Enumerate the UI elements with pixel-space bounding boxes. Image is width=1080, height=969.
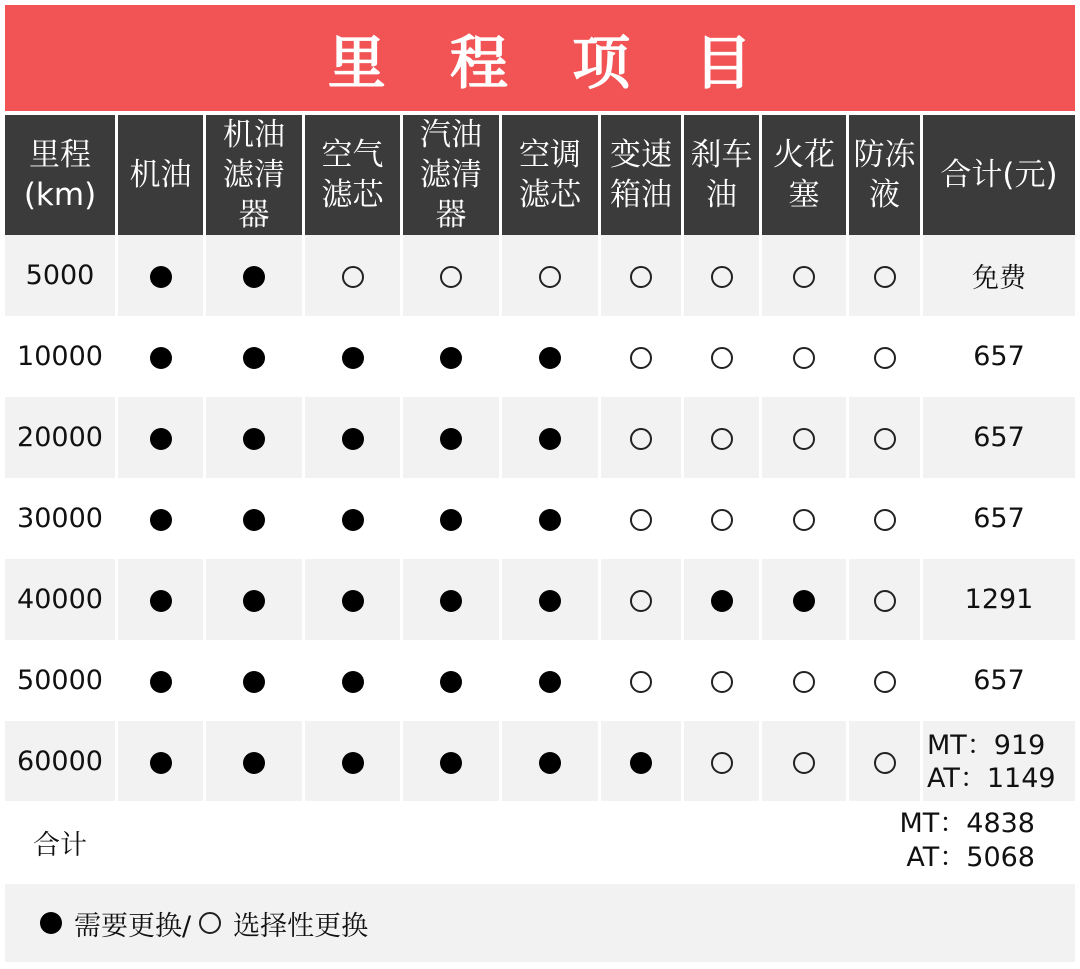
hollow-circle-icon	[874, 590, 896, 612]
page-title	[5, 5, 1075, 111]
item-cell	[849, 721, 923, 802]
filled-circle-icon	[539, 347, 561, 369]
item-cell	[118, 397, 206, 478]
table-row	[5, 721, 1075, 802]
column-header	[118, 115, 206, 235]
filled-circle-icon	[793, 590, 815, 612]
hollow-circle-icon	[630, 428, 652, 450]
total-value: 657	[973, 341, 1025, 372]
summary-value-at: AT：5068	[906, 842, 1035, 873]
column-header	[502, 115, 601, 235]
hollow-circle-icon	[630, 590, 652, 612]
column-header-line: 合计(元)	[940, 157, 1058, 193]
column-header-line: 火花	[773, 137, 835, 173]
hollow-circle-icon	[874, 428, 896, 450]
column-header-line: 刹车	[690, 137, 753, 173]
hollow-circle-icon	[874, 671, 896, 693]
item-cell	[206, 235, 305, 316]
item-cell	[849, 640, 923, 721]
column-header-line: 油	[706, 177, 737, 213]
filled-circle-icon	[150, 266, 172, 288]
table-body	[5, 235, 1075, 802]
filled-circle-icon	[243, 671, 265, 693]
hollow-circle-icon	[342, 266, 364, 288]
filled-circle-icon	[243, 752, 265, 774]
item-cell	[762, 397, 849, 478]
item-cell	[502, 478, 601, 559]
item-cell	[684, 640, 762, 721]
column-header	[923, 115, 1075, 235]
item-cell	[206, 478, 305, 559]
item-cell	[403, 235, 502, 316]
total-value: 657	[973, 503, 1025, 534]
item-cell	[118, 235, 206, 316]
item-cell	[601, 478, 684, 559]
total-cell	[923, 640, 1075, 721]
item-cell	[601, 235, 684, 316]
filled-circle-icon	[342, 347, 364, 369]
hollow-circle-icon	[630, 509, 652, 531]
filled-circle-icon	[342, 428, 364, 450]
total-value: AT：1149	[927, 762, 1056, 794]
filled-circle-icon	[150, 428, 172, 450]
table-row	[5, 640, 1075, 721]
item-cell	[502, 721, 601, 802]
item-cell	[601, 640, 684, 721]
item-cell	[762, 559, 849, 640]
hollow-circle-icon	[793, 347, 815, 369]
maintenance-table	[5, 115, 1075, 802]
item-cell	[206, 397, 305, 478]
column-header-line: 滤清	[223, 157, 285, 193]
column-header	[206, 115, 305, 235]
item-cell	[684, 478, 762, 559]
total-cell	[923, 235, 1075, 316]
column-header-line: 里程	[29, 137, 91, 173]
filled-circle-icon	[243, 266, 265, 288]
hollow-circle-icon	[539, 266, 561, 288]
total-cell	[923, 721, 1075, 802]
total-cell	[923, 478, 1075, 559]
item-cell	[403, 397, 502, 478]
column-header-line: 变速	[610, 137, 672, 173]
column-header	[849, 115, 923, 235]
column-header-line: 汽油	[420, 117, 482, 153]
item-cell	[502, 397, 601, 478]
hollow-circle-icon	[874, 266, 896, 288]
hollow-circle-icon	[874, 509, 896, 531]
item-cell	[118, 721, 206, 802]
item-cell	[849, 478, 923, 559]
hollow-circle-icon	[874, 347, 896, 369]
item-cell	[849, 316, 923, 397]
column-header-line: 空调	[519, 137, 581, 173]
filled-circle-icon	[243, 347, 265, 369]
item-cell	[849, 397, 923, 478]
legend-required-label: 需要更换/	[74, 910, 192, 942]
filled-circle-icon	[440, 347, 462, 369]
legend-optional-label: 选择性更换	[233, 910, 369, 942]
mileage-cell: 20000	[5, 397, 118, 478]
hollow-circle-icon	[199, 912, 221, 934]
column-header-line: 机油	[129, 157, 192, 193]
total-value: 免费	[972, 263, 1026, 294]
hollow-circle-icon	[711, 509, 733, 531]
hollow-circle-icon	[630, 266, 652, 288]
hollow-circle-icon	[793, 266, 815, 288]
filled-circle-icon	[150, 509, 172, 531]
item-cell	[762, 478, 849, 559]
legend	[5, 884, 1075, 962]
item-cell	[118, 640, 206, 721]
item-cell	[403, 316, 502, 397]
table-row	[5, 559, 1075, 640]
summary-values	[893, 807, 1035, 875]
column-header-line: 器	[435, 197, 467, 233]
filled-circle-icon	[440, 509, 462, 531]
column-header-line: 防冻	[853, 137, 916, 173]
item-cell	[502, 316, 601, 397]
column-header-line: 液	[869, 177, 900, 213]
item-cell	[849, 235, 923, 316]
filled-circle-icon	[539, 509, 561, 531]
filled-circle-icon	[40, 912, 62, 934]
total-cell	[923, 397, 1075, 478]
total-cell	[923, 316, 1075, 397]
hollow-circle-icon	[440, 266, 462, 288]
table-row	[5, 397, 1075, 478]
filled-circle-icon	[150, 347, 172, 369]
summary-label: 合计	[33, 830, 87, 861]
item-cell	[403, 640, 502, 721]
item-cell	[684, 559, 762, 640]
item-cell	[206, 316, 305, 397]
item-cell	[305, 640, 403, 721]
table-row	[5, 478, 1075, 559]
column-header-line: 空气	[321, 137, 384, 173]
filled-circle-icon	[539, 428, 561, 450]
filled-circle-icon	[440, 590, 462, 612]
hollow-circle-icon	[711, 347, 733, 369]
summary-value-mt: MT：4838	[899, 808, 1035, 839]
hollow-circle-icon	[711, 671, 733, 693]
item-cell	[601, 316, 684, 397]
summary-row	[5, 801, 1075, 882]
filled-circle-icon	[243, 509, 265, 531]
hollow-circle-icon	[793, 509, 815, 531]
item-cell	[206, 640, 305, 721]
column-header	[5, 115, 118, 235]
column-header	[762, 115, 849, 235]
column-header-line: 滤清	[420, 157, 482, 193]
column-header-line: 器	[238, 197, 270, 233]
filled-circle-icon	[243, 428, 265, 450]
filled-circle-icon	[342, 509, 364, 531]
item-cell	[305, 559, 403, 640]
mileage-cell: 30000	[5, 478, 118, 559]
column-header	[601, 115, 684, 235]
item-cell	[305, 316, 403, 397]
filled-circle-icon	[150, 752, 172, 774]
total-value: 657	[973, 665, 1025, 696]
column-header-line: (km)	[23, 177, 97, 213]
hollow-circle-icon	[874, 752, 896, 774]
table-row	[5, 316, 1075, 397]
column-header-line: 机油	[223, 117, 285, 153]
item-cell	[601, 721, 684, 802]
item-cell	[684, 316, 762, 397]
filled-circle-icon	[539, 590, 561, 612]
filled-circle-icon	[150, 671, 172, 693]
filled-circle-icon	[539, 752, 561, 774]
item-cell	[601, 397, 684, 478]
item-cell	[601, 559, 684, 640]
item-cell	[762, 235, 849, 316]
filled-circle-icon	[342, 752, 364, 774]
item-cell	[502, 235, 601, 316]
item-cell	[762, 721, 849, 802]
item-cell	[403, 478, 502, 559]
hollow-circle-icon	[793, 428, 815, 450]
hollow-circle-icon	[793, 752, 815, 774]
item-cell	[305, 478, 403, 559]
mileage-cell: 50000	[5, 640, 118, 721]
filled-circle-icon	[711, 590, 733, 612]
item-cell	[206, 721, 305, 802]
item-cell	[118, 559, 206, 640]
total-cell	[923, 559, 1075, 640]
filled-circle-icon	[440, 752, 462, 774]
item-cell	[305, 721, 403, 802]
filled-circle-icon	[440, 428, 462, 450]
column-header-line: 滤芯	[321, 177, 384, 213]
column-header	[684, 115, 762, 235]
filled-circle-icon	[440, 671, 462, 693]
hollow-circle-icon	[793, 671, 815, 693]
filled-circle-icon	[342, 671, 364, 693]
item-cell	[403, 721, 502, 802]
hollow-circle-icon	[711, 428, 733, 450]
total-value: 1291	[964, 584, 1034, 615]
item-cell	[762, 316, 849, 397]
mileage-cell: 5000	[5, 235, 118, 316]
item-cell	[502, 559, 601, 640]
item-cell	[684, 721, 762, 802]
table-row	[5, 235, 1075, 316]
total-value: 657	[973, 422, 1025, 453]
column-header	[403, 115, 502, 235]
column-header-line: 塞	[788, 177, 820, 213]
item-cell	[118, 478, 206, 559]
column-header-line: 箱油	[610, 177, 672, 213]
page-title-text: 里 程 项 目	[327, 29, 775, 97]
hollow-circle-icon	[630, 671, 652, 693]
item-cell	[305, 397, 403, 478]
item-cell	[305, 235, 403, 316]
mileage-cell: 60000	[5, 721, 118, 802]
filled-circle-icon	[630, 752, 652, 774]
item-cell	[502, 640, 601, 721]
hollow-circle-icon	[711, 752, 733, 774]
item-cell	[684, 397, 762, 478]
item-cell	[762, 640, 849, 721]
item-cell	[118, 316, 206, 397]
filled-circle-icon	[243, 590, 265, 612]
mileage-cell: 10000	[5, 316, 118, 397]
column-header-line: 滤芯	[519, 177, 581, 213]
item-cell	[684, 235, 762, 316]
total-value: MT：919	[927, 729, 1046, 761]
column-header	[305, 115, 403, 235]
table-header-row	[5, 115, 1075, 235]
hollow-circle-icon	[711, 266, 733, 288]
item-cell	[206, 559, 305, 640]
item-cell	[849, 559, 923, 640]
filled-circle-icon	[539, 671, 561, 693]
mileage-cell: 40000	[5, 559, 118, 640]
hollow-circle-icon	[630, 347, 652, 369]
item-cell	[403, 559, 502, 640]
filled-circle-icon	[342, 590, 364, 612]
filled-circle-icon	[150, 590, 172, 612]
